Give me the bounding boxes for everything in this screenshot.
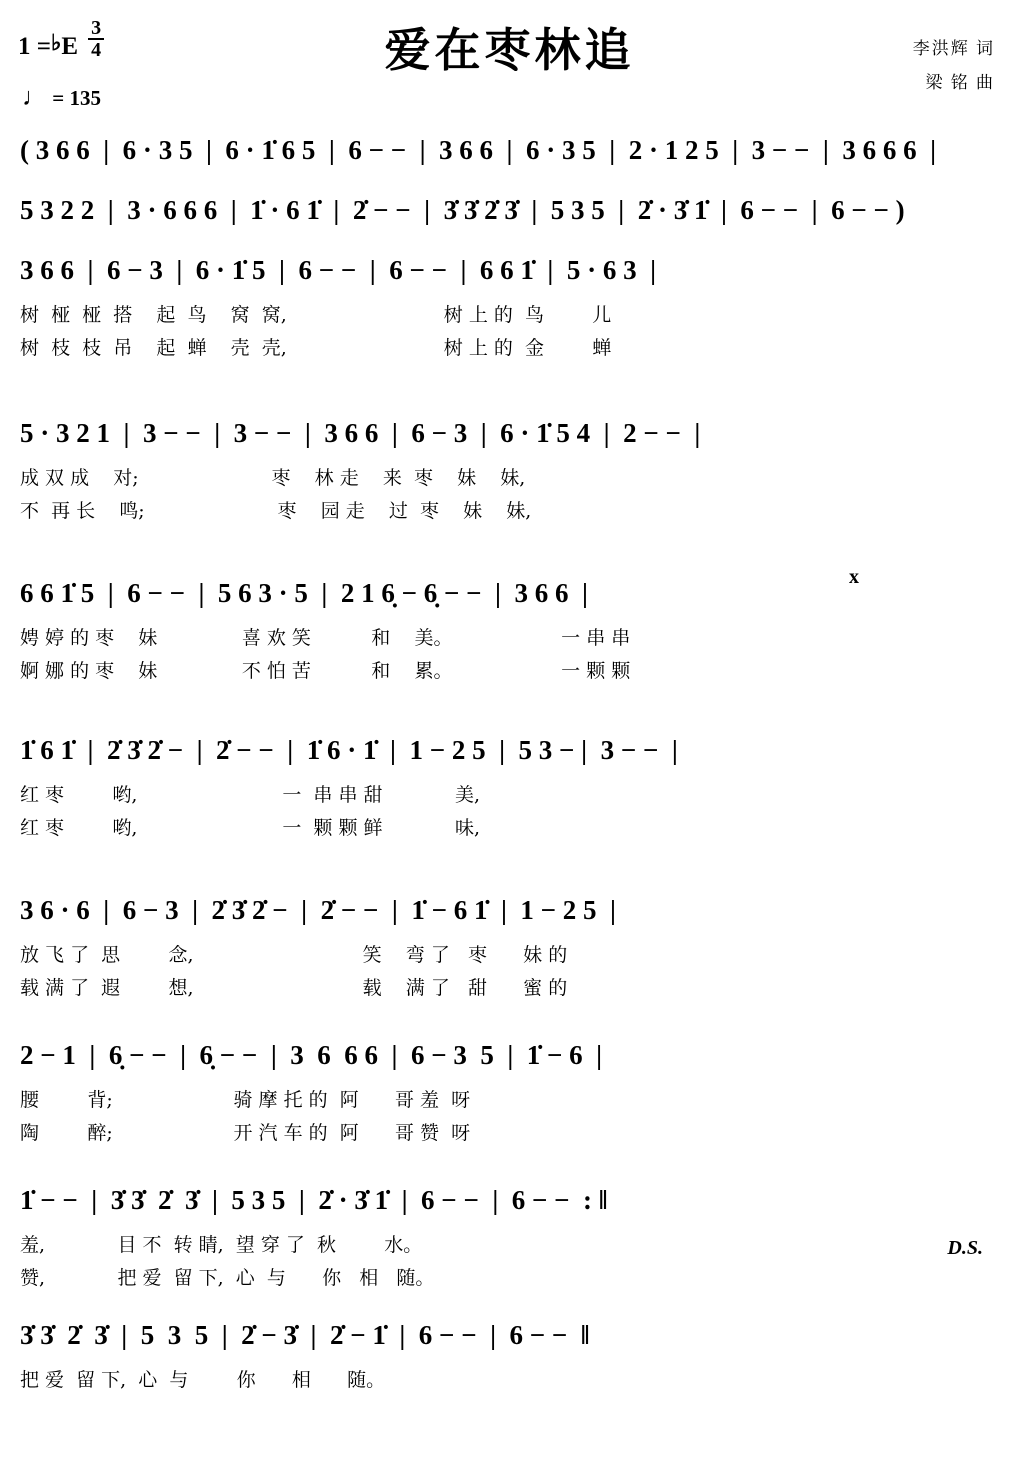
lyric-line-1: 羞, 目 不 转 睛, 望 穿 了 秋 水。 bbox=[20, 1234, 423, 1256]
lyric-line-2: 婀 娜 的 枣 妹 不 怕 苦 和 累。 一 颗 颗 bbox=[20, 660, 631, 682]
lyric-line-2: 红 枣 哟, 一 颗 颗 鲜 味, bbox=[20, 817, 481, 839]
tempo-value: = 135 bbox=[52, 86, 101, 110]
note-row: 5 · 3 2 1 | 3 − − | 3 − − | 3 6 6 | 6 − 3 | 6 · 1̇ 5 4 | 2 − − | bbox=[20, 418, 701, 448]
note-row: 6 6 1̇ 5 | 6 − − | 5 6 3 · 5 | 2 1 6̣ − 6̣ − − | 3 6 6 | bbox=[20, 578, 588, 608]
lyric-line-1: 成 双 成 对; 枣 林 走 来 枣 妹 妹, bbox=[20, 467, 526, 489]
page-title: 爱在枣林追 bbox=[384, 23, 635, 77]
note-row: 3 6 · 6 | 6 − 3 | 2̇ 3̇ 2̇ − | 2̇ − − | 1̇ − 6 1̇ | 1 − 2 5 | bbox=[20, 895, 616, 925]
music-system-10 bbox=[0, 1320, 1019, 1392]
music-system-5 bbox=[0, 566, 1019, 683]
lyric-line-2: 陶 醉; 开 汽 车 的 阿 哥 赞 呀 bbox=[20, 1122, 471, 1144]
lyric-line-2: 赞, 把 爱 留 下, 心 与 你 相 随。 bbox=[20, 1267, 435, 1289]
music-system-3 bbox=[0, 255, 1019, 360]
music-system-1 bbox=[0, 135, 1019, 166]
lyric-line-1: 红 枣 哟, 一 串 串 甜 美, bbox=[20, 784, 481, 806]
lyric-line-1: 树 桠 桠 搭 起 鸟 窝 窝, 树 上 的 鸟 儿 bbox=[20, 304, 612, 326]
music-system-9 bbox=[0, 1185, 1019, 1290]
quarter-note-icon: ♩ bbox=[22, 84, 47, 111]
note-row: 1̇ 6 1̇ | 2̇ 3̇ 2̇ − | 2̇ − − | 1̇ 6 · 1̇ | 1 − 2 5 | 5 3 − | 3 − − | bbox=[20, 735, 678, 765]
tempo-marking bbox=[22, 84, 101, 112]
note-row: 2 − 1 | 6̣ − − | 6̣ − − | 3 6 6 6 | 6 − 3 5 | 1̇ − 6 | bbox=[20, 1040, 603, 1070]
lyric-line-1: 把 爱 留 下, 心 与 你 相 随。 bbox=[20, 1369, 386, 1391]
note-row: ( 3 6 6 | 6 · 3 5 | 6 · 1̇ 6 5 | 6 − − | 3 6 6 | 6 · 3 5 | 2 · 1 2 5 | 3 − − | 3 6 6 6 | bbox=[20, 135, 937, 165]
meter-numerator: 3 bbox=[88, 18, 104, 40]
lyric-line-1: 娉 婷 的 枣 妹 喜 欢 笑 和 美。 一 串 串 bbox=[20, 627, 631, 649]
note-row: 3 6 6 | 6 − 3 | 6 · 1̇ 5 | 6 − − | 6 − − | 6 6 1̇ | 5 · 6 3 | bbox=[20, 255, 657, 285]
lyric-line-2: 树 枝 枝 吊 起 蝉 壳 壳, 树 上 的 金 蝉 bbox=[20, 337, 612, 359]
music-system-2 bbox=[0, 195, 1019, 226]
lyric-line-1: 腰 背; 骑 摩 托 的 阿 哥 羞 呀 bbox=[20, 1089, 471, 1111]
music-system-4 bbox=[0, 418, 1019, 523]
note-row: 3̇ 3̇ 2̇ 3̇ | 5 3 5 | 2̇ − 3̇ | 2̇ − 1̇ | 6 − − | 6 − − ‖ bbox=[20, 1320, 590, 1350]
music-system-6 bbox=[0, 735, 1019, 840]
credits bbox=[913, 32, 995, 100]
lyric-line-1: 放 飞 了 思 念, 笑 弯 了 枣 妹 的 bbox=[20, 944, 568, 966]
music-system-8 bbox=[0, 1040, 1019, 1145]
ds-marking: D.S. bbox=[947, 1237, 983, 1259]
segno-icon: x bbox=[849, 566, 859, 588]
music-system-7 bbox=[0, 895, 1019, 1000]
flat-symbol: ♭ bbox=[51, 30, 62, 55]
lyricist: 李洪辉 词 bbox=[912, 39, 995, 58]
lyric-line-2: 不 再 长 鸣; 枣 园 走 过 枣 妹 妹, bbox=[20, 500, 532, 522]
composer: 梁 铭 曲 bbox=[925, 73, 995, 92]
meter-denominator: 4 bbox=[91, 39, 102, 61]
key-label: 1 = bbox=[18, 33, 51, 60]
note-row: 5 3 2 2 | 3 · 6 6 6 | 1̇ · 6 1̇ | 2̇ − − | 3̇ 3̇ 2̇ 3̇ | 5 3 5 | 2̇ · 3̇ 1̇ | 6 − − | 6 − − ) bbox=[20, 195, 905, 225]
key-name: E bbox=[61, 33, 79, 60]
lyric-line-2: 载 满 了 遐 想, 载 满 了 甜 蜜 的 bbox=[20, 977, 568, 999]
note-row: 1̇ − − | 3̇ 3̇ 2̇ 3̇ | 5 3 5 | 2̇ · 3̇ 1̇ | 6 − − | 6 − − : ‖ bbox=[20, 1185, 608, 1215]
